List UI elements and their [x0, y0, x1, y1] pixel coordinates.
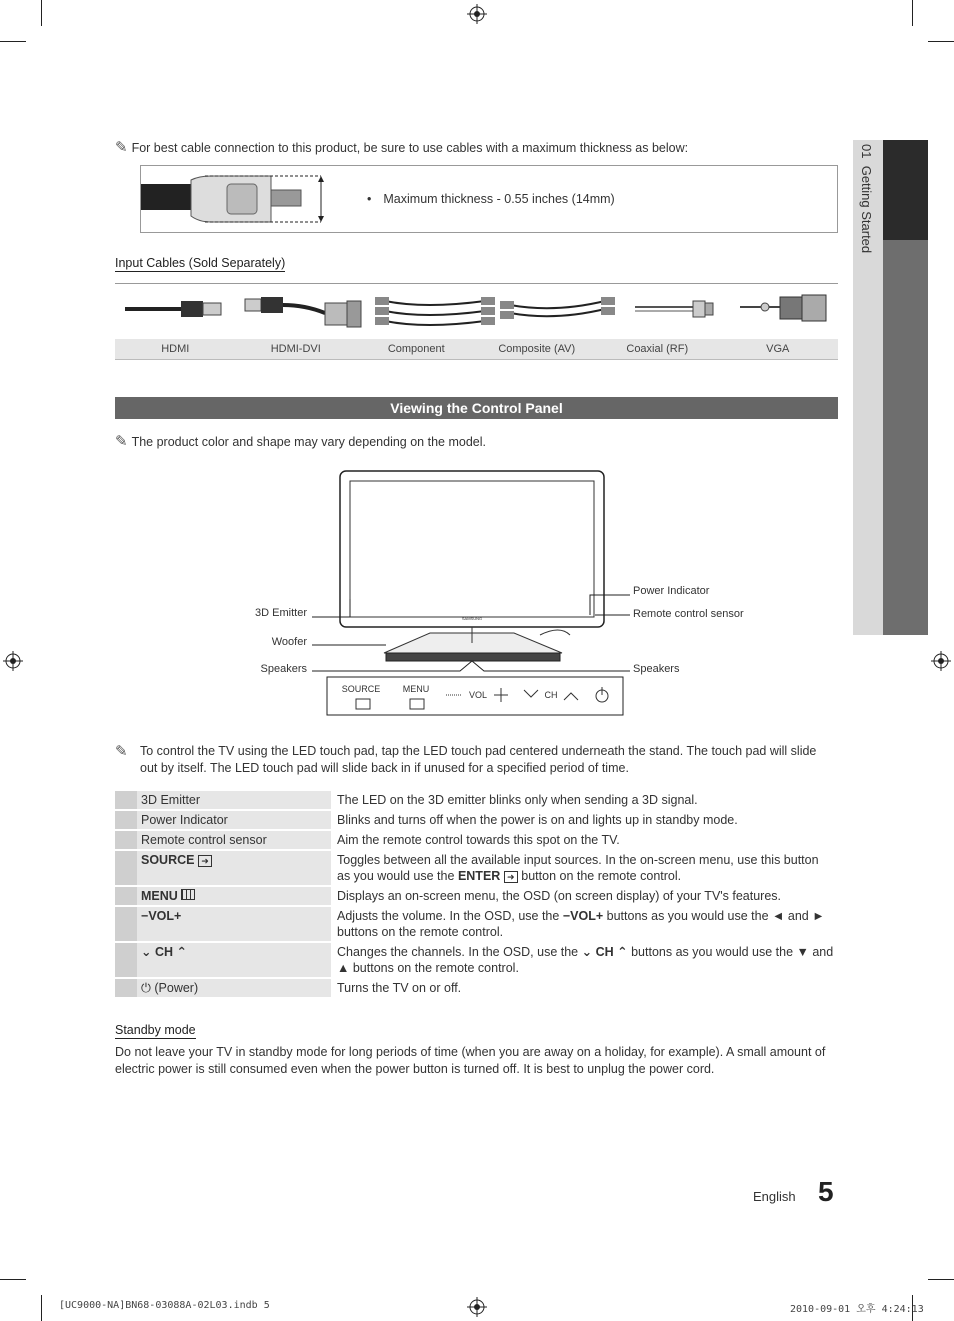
cable-label: HDMI	[161, 343, 190, 355]
control-name: VOL	[148, 909, 175, 923]
cable-thickness-box	[140, 165, 838, 233]
pencil-note-icon: ✎	[115, 139, 128, 156]
hdmi-cable-icon	[125, 301, 221, 317]
control-description: Turns the TV on or off.	[337, 981, 462, 995]
control-description: The LED on the 3D emitter blinks only when sending a 3D signal.	[337, 793, 698, 807]
coaxial-cable-icon	[635, 301, 713, 317]
ch-inline-label: CH	[595, 945, 614, 959]
cable-labels-row	[115, 339, 838, 360]
control-description: Toggles between all the available input sources. In the on-screen menu, use this button as you would use the ENTER ➜ button on the remote control.	[337, 853, 819, 883]
registration-mark-icon	[467, 4, 487, 24]
chapter-title: Getting Started	[859, 165, 874, 254]
diagram-label-woofer: Woofer	[271, 636, 307, 648]
input-cables-heading: Input Cables (Sold Separately)	[115, 256, 286, 270]
chevron-up-icon: ⌃	[617, 945, 628, 959]
minus-icon: −	[141, 909, 149, 923]
chapter-number: 01	[859, 144, 874, 159]
print-timestamp: 2010-09-01 오후 4:24:13	[790, 1304, 924, 1315]
cable-label: Coaxial (RF)	[626, 343, 689, 355]
note-text: The product color and shape may vary depending on the model.	[131, 435, 486, 449]
minus-icon: −	[562, 909, 571, 923]
cable-illustrations	[115, 289, 838, 337]
control-name: 3D Emitter	[137, 791, 331, 809]
control-panel-table	[115, 789, 838, 999]
control-name: Remote control sensor	[137, 831, 331, 849]
crop-mark	[41, 1295, 42, 1321]
brand-logo: SAMSUNG	[461, 616, 483, 621]
enter-label: ENTER	[457, 869, 501, 883]
note-text: For best cable connection to this product, be sure to use cables with a maximum thickness as below:	[131, 141, 689, 155]
panel-source-label: SOURCE	[341, 684, 381, 694]
control-description: Adjusts the volume. In the OSD, use the −VOL+ buttons as you would use the ◄ and ► buttons on the remote control.	[337, 909, 825, 939]
table-row	[115, 851, 838, 885]
power-icon: ⏻	[141, 981, 151, 995]
cable-label: VGA	[766, 343, 790, 355]
touchpad-note	[115, 743, 835, 777]
vol-inline-label: VOL	[570, 909, 596, 923]
control-description: Changes the channels. In the OSD, use the ⌄ CH ⌃ buttons as you would use the ▼ and ▲ buttons on the remote control.	[337, 945, 834, 975]
table-row	[115, 791, 838, 809]
color-shape-note	[115, 432, 486, 450]
standby-text: Do not leave your TV in standby mode for long periods of time (when you are away on a holiday, for example). A small amount of electric power is still consumed even when the power button is turned off. It is best to unplug the power cord.	[115, 1045, 826, 1076]
cable-label: Composite (AV)	[498, 343, 576, 355]
registration-mark-icon	[931, 651, 951, 671]
cables-strip	[115, 283, 838, 359]
crop-mark	[912, 0, 913, 26]
panel-ch-label: CH	[544, 690, 558, 700]
chevron-down-icon: ⌄	[581, 945, 593, 959]
print-file-info: [UC9000-NA]BN68-03088A-02L03.indb 5	[59, 1300, 270, 1311]
control-name: SOURCE	[141, 853, 195, 867]
diagram-label-speakers-left: Speakers	[260, 663, 307, 675]
table-row	[115, 831, 838, 849]
table-row	[115, 907, 838, 941]
cable-thickness-note	[115, 138, 845, 156]
max-thickness-bullet: • Maximum thickness - 0.55 inches (14mm)	[367, 192, 615, 206]
plus-icon: +	[595, 909, 604, 923]
control-name: MENU	[141, 889, 178, 903]
source-icon: ➜	[198, 855, 212, 867]
chevron-up-icon: ⌃	[176, 945, 187, 959]
crop-mark	[0, 1279, 26, 1280]
control-name: (Power)	[154, 981, 199, 995]
crop-mark	[928, 1279, 954, 1280]
diagram-label-speakers-right: Speakers	[633, 663, 680, 675]
composite-cable-icon	[500, 297, 615, 319]
crop-mark	[0, 41, 26, 42]
panel-vol-label: VOL	[468, 690, 488, 700]
panel-menu-label: MENU	[402, 684, 430, 694]
page-number: 5	[818, 1176, 834, 1207]
pencil-note-icon: ✎	[115, 743, 128, 760]
control-description: Aim the remote control towards this spot on the TV.	[337, 833, 620, 847]
diagram-label-power-indicator: Power Indicator	[633, 585, 710, 597]
plus-icon: +	[174, 909, 182, 923]
diagram-label-3d-emitter: 3D Emitter	[255, 607, 307, 619]
table-row	[115, 979, 838, 997]
menu-icon	[181, 889, 195, 900]
page-language: English	[753, 1189, 796, 1204]
chapter-side-tab	[853, 140, 928, 635]
control-name: CH	[154, 945, 174, 959]
cable-label: Component	[387, 343, 445, 355]
cable-label: HDMI-DVI	[270, 343, 321, 355]
control-description: Displays an on-screen menu, the OSD (on screen display) of your TV's features.	[337, 889, 782, 903]
crop-mark	[928, 41, 954, 42]
registration-mark-icon	[467, 1297, 487, 1317]
note-text: To control the TV using the LED touch pad, tap the LED touch pad centered underneath the stand. The touch pad will slide out by itself. The LED touch pad will slide back in if unused for a specified period of time.	[140, 744, 817, 775]
control-name: Power Indicator	[137, 811, 331, 829]
table-row	[115, 887, 838, 905]
hdmi-dvi-cable-icon	[245, 297, 361, 327]
pencil-note-icon: ✎	[115, 433, 128, 450]
cable-plug-illustration	[141, 166, 331, 232]
table-row	[115, 943, 838, 977]
registration-mark-icon	[3, 651, 23, 671]
control-description: Blinks and turns off when the power is on and lights up in standby mode.	[337, 813, 738, 827]
component-cable-icon	[375, 297, 495, 325]
max-thickness-text: Maximum thickness - 0.55 inches (14mm)	[383, 192, 615, 206]
crop-mark	[41, 0, 42, 26]
section-title: Viewing the Control Panel	[115, 397, 838, 419]
vga-cable-icon	[740, 295, 826, 321]
chevron-down-icon: ⌄	[141, 945, 152, 959]
enter-icon: ➜	[504, 871, 518, 883]
standby-heading: Standby mode	[115, 1023, 196, 1037]
diagram-label-remote-sensor: Remote control sensor	[633, 608, 744, 620]
table-row	[115, 811, 838, 829]
